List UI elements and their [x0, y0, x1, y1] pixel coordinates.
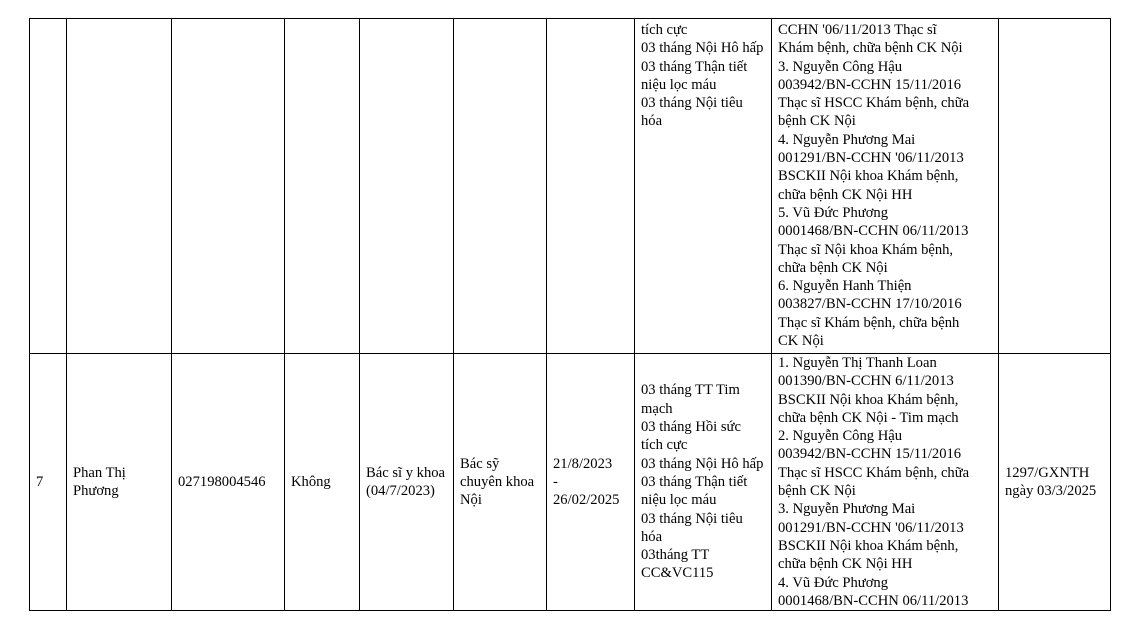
training-line: 03 tháng Thận tiết niệu lọc máu	[641, 58, 748, 93]
supervisor-line: 001291/BN-CCHN '06/11/2013	[778, 150, 964, 167]
supervisor-line: Thạc sĩ HSCC Khám bệnh, chữa	[778, 464, 970, 481]
supervisor-line: Thạc sĩ Nội khoa Khám bệnh,	[778, 241, 954, 258]
table-row	[30, 354, 1111, 611]
supervisor-line: BSCKII Nội khoa Khám bệnh,	[778, 168, 959, 185]
scope-cell	[454, 19, 547, 354]
supervisor-line: Khám bệnh, chữa bệnh CK Nội	[778, 40, 963, 57]
training-line: 03 tháng Nội Hô hấp	[641, 455, 764, 472]
training-line: 03 tháng Hồi sức tích cực	[641, 419, 741, 454]
training-line: 03 tháng TT Tim mạch	[641, 382, 740, 417]
supervisor-line: 5. Vũ Đức Phương	[778, 204, 889, 221]
id-cell	[172, 19, 285, 354]
degree-cell	[360, 19, 454, 354]
supervisor-line: bệnh CK Nội	[778, 113, 856, 130]
supervisor-line: chữa bệnh CK Nội HH	[778, 556, 913, 573]
supervisor-line: chữa bệnh CK Nội - Tim mạch	[778, 409, 959, 426]
confirmation-cell: 1297/GXNTH ngày 03/3/2025	[999, 354, 1111, 611]
supervisor-line: 6. Nguyễn Hanh Thiện	[778, 278, 912, 295]
training-line: 03 tháng Thận tiết niệu lọc máu	[641, 473, 748, 509]
supervisor-cell	[772, 19, 999, 354]
supervisor-line: Thạc sĩ Khám bệnh, chữa bệnh	[778, 314, 960, 331]
prior-cert-cell: Không	[285, 354, 360, 611]
supervisor-line: 1. Nguyễn Thị Thanh Loan	[778, 355, 937, 371]
training-line: 03 tháng Nội tiêu hóa	[641, 95, 743, 130]
confirmation-cell	[999, 19, 1111, 354]
practitioner-table	[29, 18, 1111, 611]
supervisor-line: 3. Nguyễn Phương Mai	[778, 501, 916, 518]
degree-cell: Bác sĩ y khoa (04/7/2023)	[360, 354, 454, 611]
name-cell: Phan Thị Phương	[67, 354, 172, 611]
stt-cell	[30, 19, 67, 354]
training-line: 03 tháng Nội Hô hấp	[641, 40, 764, 57]
id-cell: 027198004546	[172, 354, 285, 611]
supervisor-line: 001291/BN-CCHN '06/11/2013	[778, 519, 964, 536]
supervisor-line: 0001468/BN-CCHN 06/11/2013	[778, 223, 969, 240]
supervisor-line: BSCKII Nội khoa Khám bệnh,	[778, 537, 959, 554]
training-cell	[635, 19, 772, 354]
supervisor-line: bệnh CK Nội	[778, 483, 856, 500]
supervisor-line: chữa bệnh CK Nội	[778, 259, 888, 276]
supervisor-cell	[772, 354, 999, 611]
period-cell	[547, 19, 635, 354]
training-cell	[635, 354, 772, 611]
supervisor-line: 003942/BN-CCHN 15/11/2016	[778, 76, 962, 93]
period-separator: -	[553, 473, 558, 490]
table-row	[30, 19, 1111, 354]
training-line: tích cực	[641, 22, 688, 38]
scope-cell: Bác sỹ chuyên khoa Nội	[454, 354, 547, 611]
period-cell	[547, 354, 635, 611]
training-line: 03 tháng Nội tiêu hóa	[641, 510, 743, 545]
supervisor-line: BSCKII Nội khoa Khám bệnh,	[778, 391, 959, 408]
supervisor-line: 0001468/BN-CCHN 06/11/2013	[778, 592, 969, 609]
supervisor-line: CK Nội	[778, 333, 824, 350]
name-cell	[67, 19, 172, 354]
stt-cell: 7	[30, 354, 67, 611]
period-end: 26/02/2025	[553, 492, 620, 509]
supervisor-line: Thạc sĩ HSCC Khám bệnh, chữa	[778, 95, 970, 112]
prior-cert-cell	[285, 19, 360, 354]
supervisor-line: 2. Nguyễn Công Hậu	[778, 428, 903, 445]
training-line: 03tháng TT CC&VC115	[641, 547, 714, 582]
supervisor-line: 4. Nguyễn Phương Mai	[778, 131, 916, 148]
supervisor-line: 003942/BN-CCHN 15/11/2016	[778, 446, 962, 463]
supervisor-line: 003827/BN-CCHN 17/10/2016	[778, 296, 962, 313]
period-start: 21/8/2023	[553, 455, 613, 472]
supervisor-line: 001390/BN-CCHN 6/11/2013	[778, 373, 954, 390]
supervisor-line: 3. Nguyễn Công Hậu	[778, 58, 903, 75]
supervisor-line: CCHN '06/11/2013 Thạc sĩ	[778, 22, 937, 38]
supervisor-line: 4. Vũ Đức Phương	[778, 574, 889, 591]
supervisor-line: chữa bệnh CK Nội HH	[778, 186, 913, 203]
